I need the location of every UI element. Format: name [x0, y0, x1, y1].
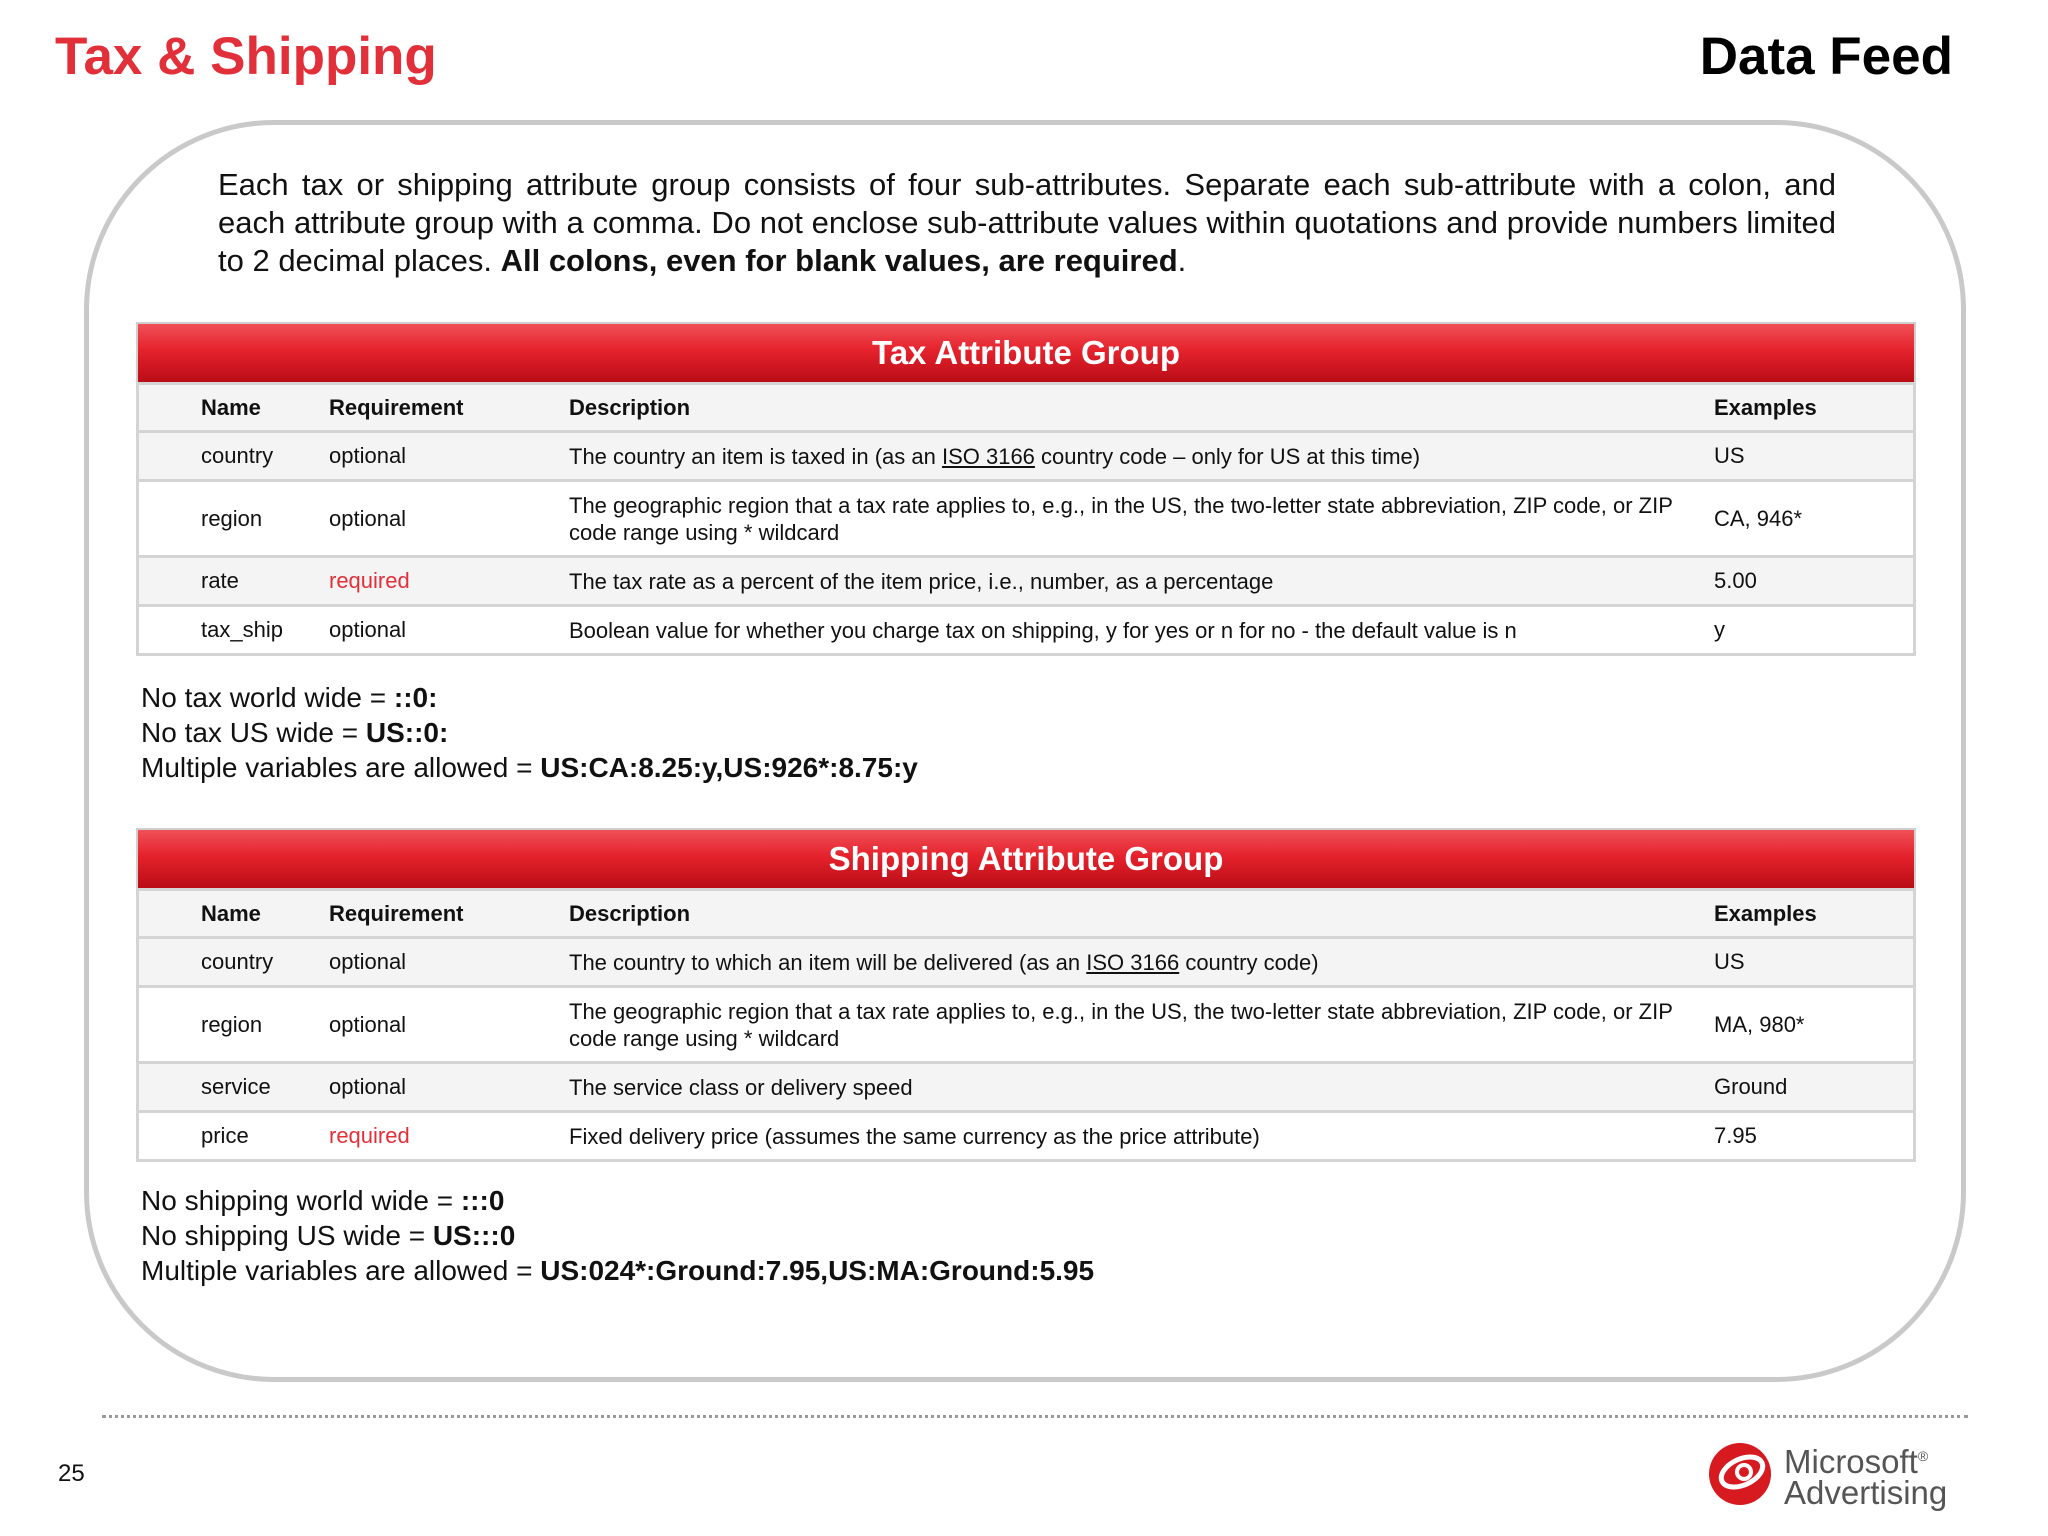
cell-name: country: [138, 432, 330, 481]
cell-example: US: [1714, 938, 1915, 987]
cell-description: Boolean value for whether you charge tax on shipping, y for yes or n for no - the default value is n: [569, 606, 1714, 655]
column-header-description: Description: [569, 384, 1714, 432]
cell-requirement: optional: [329, 1063, 569, 1112]
cell-example: 7.95: [1714, 1112, 1915, 1161]
table-header-row: [138, 384, 1915, 432]
description-text: country code): [1179, 949, 1319, 975]
note-code: US:CA:8.25:y,US:926*:8.75:y: [540, 752, 918, 783]
shipping-attribute-table: [136, 888, 1916, 1162]
column-header-requirement: Requirement: [329, 384, 569, 432]
cell-requirement: optional: [329, 606, 569, 655]
shipping-notes: [141, 1183, 1094, 1288]
table-row: [138, 1063, 1915, 1112]
cell-requirement: optional: [329, 938, 569, 987]
note-code: US:024*:Ground:7.95,US:MA:Ground:5.95: [540, 1255, 1095, 1286]
cell-name: region: [138, 481, 330, 557]
table-row: [138, 1112, 1915, 1161]
microsoft-advertising-logo: [1706, 1440, 1948, 1511]
intro-paragraph: [218, 166, 1836, 280]
description-text: country code – only for US at this time): [1034, 443, 1421, 469]
intro-emphasis: All colons, even for blank values, are required: [500, 243, 1178, 278]
note-line: [141, 680, 918, 715]
cell-name: country: [138, 938, 330, 987]
note-label: No shipping US wide =: [141, 1220, 433, 1251]
column-header-description: Description: [569, 890, 1714, 938]
note-label: No tax US wide =: [141, 717, 366, 748]
tax-notes: [141, 680, 918, 785]
cell-requirement-required: required: [329, 1112, 569, 1161]
tax-group-header: Tax Attribute Group: [136, 322, 1916, 384]
note-line: [141, 1218, 1094, 1253]
cell-name: price: [138, 1112, 330, 1161]
cell-description: The tax rate as a percent of the item price, i.e., number, as a percentage: [569, 557, 1714, 606]
section-title: Data Feed: [1699, 27, 1953, 86]
cell-example: MA, 980*: [1714, 987, 1915, 1063]
note-label: Multiple variables are allowed =: [141, 752, 541, 783]
table-row: [138, 432, 1915, 481]
logo-swirl-icon: [1706, 1440, 1774, 1508]
cell-name: region: [138, 987, 330, 1063]
cell-description: [569, 938, 1714, 987]
cell-description: The service class or delivery speed: [569, 1063, 1714, 1112]
cell-requirement: optional: [329, 481, 569, 557]
tax-attribute-table: [136, 382, 1916, 656]
table-row: [138, 606, 1915, 655]
column-header-examples: Examples: [1714, 384, 1915, 432]
cell-example: Ground: [1714, 1063, 1915, 1112]
note-code: US:::0: [432, 1220, 516, 1251]
table-row: [138, 557, 1915, 606]
cell-requirement: optional: [329, 432, 569, 481]
cell-description: [569, 432, 1714, 481]
cell-example: US: [1714, 432, 1915, 481]
cell-description: The geographic region that a tax rate applies to, e.g., in the US, the two-letter state abbreviation, ZIP code, or ZIP code range using * wildcard: [569, 481, 1714, 557]
cell-description: Fixed delivery price (assumes the same currency as the price attribute): [569, 1112, 1714, 1161]
note-line: [141, 750, 918, 785]
cell-example: 5.00: [1714, 557, 1915, 606]
column-header-examples: Examples: [1714, 890, 1915, 938]
cell-requirement-required: required: [329, 557, 569, 606]
cell-example: CA, 946*: [1714, 481, 1915, 557]
note-line: [141, 1253, 1094, 1288]
note-label: No tax world wide =: [141, 682, 394, 713]
intro-end: .: [1177, 243, 1187, 278]
cell-description: The geographic region that a tax rate applies to, e.g., in the US, the two-letter state abbreviation, ZIP code, or ZIP code range using * wildcard: [569, 987, 1714, 1063]
table-header-row: [138, 890, 1915, 938]
description-text: The country to which an item will be delivered (as an: [569, 949, 1087, 975]
table-row: [138, 987, 1915, 1063]
page-title: Tax & Shipping: [55, 27, 437, 86]
note-line: [141, 1183, 1094, 1218]
note-code: ::0:: [393, 682, 438, 713]
table-row: [138, 481, 1915, 557]
note-label: Multiple variables are allowed =: [141, 1255, 541, 1286]
intro-text: Each tax or shipping attribute group consists of four sub-attributes. Separate each sub-attribute with a colon, and each attribute group with a comma. Do not enclose sub-attribute values within quotations and provide numbers limited to 2 decimal places.: [218, 167, 1836, 278]
note-label: No shipping world wide =: [141, 1185, 461, 1216]
page-number: 25: [58, 1460, 85, 1487]
column-header-name: Name: [138, 384, 330, 432]
table-row: [138, 938, 1915, 987]
iso-3166-link[interactable]: ISO 3166: [1086, 949, 1180, 975]
logo-wordmark: [1784, 1441, 1948, 1511]
logo-line-2: Advertising: [1784, 1473, 1948, 1511]
shipping-group-header: Shipping Attribute Group: [136, 828, 1916, 890]
cell-requirement: optional: [329, 987, 569, 1063]
column-header-name: Name: [138, 890, 330, 938]
cell-name: service: [138, 1063, 330, 1112]
note-code: :::0: [460, 1185, 505, 1216]
iso-3166-link[interactable]: ISO 3166: [941, 443, 1035, 469]
cell-name: rate: [138, 557, 330, 606]
cell-name: tax_ship: [138, 606, 330, 655]
footer-divider: [102, 1415, 1968, 1418]
note-code: US::0:: [365, 717, 449, 748]
logo-line-1: Microsoft: [1784, 1442, 1918, 1480]
note-line: [141, 715, 918, 750]
logo-registered-mark: ®: [1917, 1447, 1929, 1464]
column-header-requirement: Requirement: [329, 890, 569, 938]
cell-example: y: [1714, 606, 1915, 655]
description-text: The country an item is taxed in (as an: [569, 443, 942, 469]
